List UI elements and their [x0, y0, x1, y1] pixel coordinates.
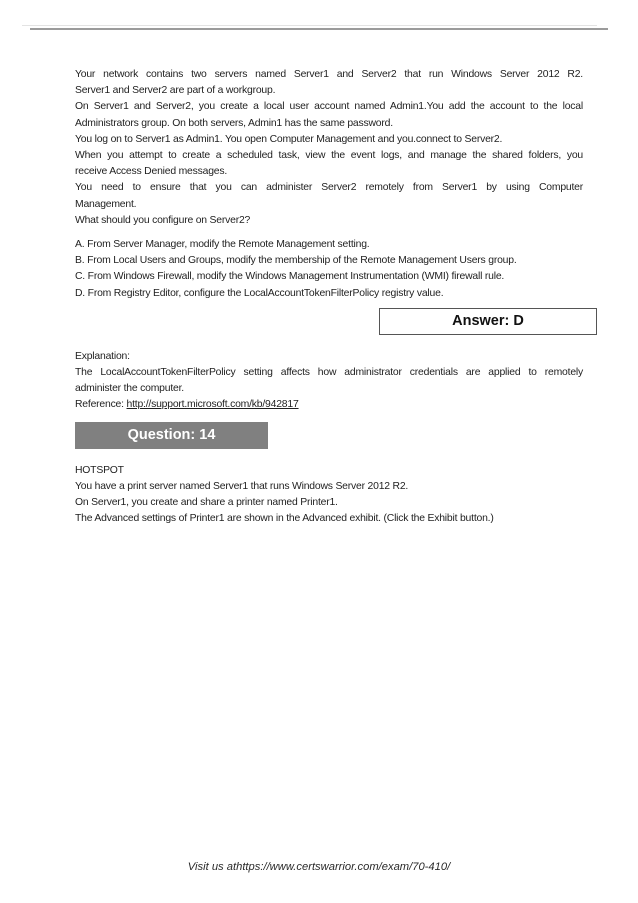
question-14-body [75, 463, 583, 528]
top-divider-highlight [22, 25, 597, 26]
page-footer [0, 861, 638, 873]
explanation-heading: Explanation: [75, 350, 130, 362]
explanation-line: administer the computer. [75, 383, 184, 395]
reference-line [75, 397, 583, 413]
answer-box [379, 308, 597, 335]
hotspot-label: HOTSPOT [75, 464, 124, 476]
question-14-header-label: Question: 14 [127, 427, 216, 444]
option-d: D. From Registry Editor, configure the LocalAccountTokenFilterPolicy registry value. [75, 287, 444, 299]
explanation-section [75, 349, 583, 414]
question-13-line: Administrators group. On both servers, Admin1 has the same password. [75, 117, 393, 129]
footer-link[interactable]: https://www.certswarrior.com/exam/70-410/ [236, 861, 451, 873]
reference-label: Reference: [75, 399, 127, 411]
question-13-line: Management. [75, 198, 137, 210]
answer-label: Answer: D [452, 313, 524, 330]
question-14-line: You have a print server named Server1 that runs Windows Server 2012 R2. [75, 480, 409, 492]
option-b: B. From Local Users and Groups, modify the membership of the Remote Management Users group. [75, 255, 517, 267]
option-c: C. From Windows Firewall, modify the Windows Management Instrumentation (WMI) firewall rule. [75, 271, 505, 283]
page-content [75, 67, 583, 527]
question-13-line: Your network contains two servers named Server1 and Server2 that run Windows Server 2012 R2. [75, 69, 583, 80]
question-13-line: receive Access Denied messages. [75, 166, 228, 178]
question-13-line: You log on to Server1 as Admin1. You open Computer Management and you.connect to Server2. [75, 133, 503, 145]
option-a: A. From Server Manager, modify the Remote Management setting. [75, 239, 370, 251]
question-14-header [75, 422, 268, 449]
question-13-line: On Server1 and Server2, you create a local user account named Admin1.You add the account to the local [75, 101, 583, 113]
explanation-line: The LocalAccountTokenFilterPolicy setting affects how administrator credentials are applied to remotely [75, 367, 583, 379]
question-14-line: The Advanced settings of Printer1 are shown in the Advanced exhibit. (Click the Exhibit button.) [75, 513, 494, 525]
question-13-line: You need to ensure that you can administer Server2 remotely from Server1 by using Computer [75, 182, 583, 194]
question-14-line: On Server1, you create and share a printer named Printer1. [75, 497, 338, 509]
question-13-line: Server1 and Server2 are part of a workgroup. [75, 85, 276, 97]
question-13-line: When you attempt to create a scheduled task, view the event logs, and manage the shared folders, you [75, 150, 583, 162]
top-divider-rule [30, 28, 608, 30]
question-13-options [75, 237, 583, 302]
question-13-body [75, 67, 583, 229]
question-13-line: What should you configure on Server2? [75, 214, 251, 226]
footer-text: Visit us at [187, 861, 237, 873]
reference-link[interactable]: http://support.microsoft.com/kb/942817 [126, 399, 299, 411]
